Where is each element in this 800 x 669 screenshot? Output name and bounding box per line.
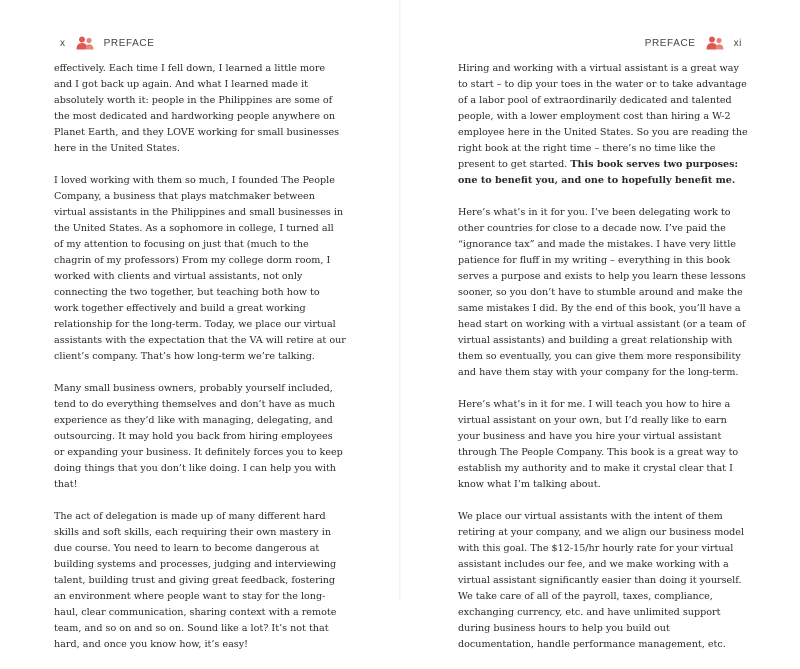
paragraph-text: Hiring and working with a virtual assistant is a great way to start – to dip your toes in the water or to take advantage of a labor pool of extraordinarily dedicated and talented people, with a lower employment cost than hiring a W-2 employee here in the United States. So you are reading the right book at the right time – there’s no time like the present to get started. (458, 63, 748, 170)
right-page (400, 0, 800, 650)
paragraph: Many small business owners, probably yourself included, tend to do everything themselves and don’t have as much experience as they’d like with managing, delegating, and outsourcing. It may hold you back from hiring employees or expanding your business. It definitely forces you to keep doing things that you don’t like doing. I can help you with that! (54, 383, 343, 490)
paragraph: The act of delegation is made up of many different hard skills and soft skills, each requiring their own mastery in due course. You need to learn to become dangerous at building systems and processes, judging and interviewing talent, building trust and giving great feedback, fostering an environment where people want to stay for the long-haul, clear communication, sharing context with a remote team, and so on and so on. Sound like a lot? It’s not that hard, and once you know how, it’s easy! (54, 511, 337, 650)
right-running-title: PREFACE (644, 37, 696, 49)
paragraph: Here’s what’s in it for me. I will teach you how to hire a virtual assistant on your own, but I’d really like to earn your business and have you hire your virtual assistant through The People Company. This book is a great way to establish my authority and to make it crystal clear that I know what I’m talking about. (458, 399, 739, 490)
left-page (0, 0, 400, 650)
bold-statement: This book serves two purposes: one to benefit you, and one to hopefully benefit me. (458, 159, 739, 186)
left-page-number: x (60, 37, 66, 49)
right-running-head (639, 36, 748, 50)
right-page-number: xi (733, 37, 742, 49)
left-running-head (54, 36, 161, 50)
paragraph: effectively. Each time I fell down, I learned a little more and I got back up again. And what I learned made it absolutely worth it: people in the Philippines are some of the most dedicated and hardworking people anywhere on Planet Earth, and they LOVE working for small businesses here in the United States. (54, 63, 340, 154)
paragraph (458, 61, 748, 189)
left-body-text (54, 61, 346, 669)
paragraph: We place our virtual assistants with the intent of them retiring at your company, and we align our business model with this goal. The $12-15/hr hourly rate for your virtual assistant includes our fee, and we make working with a virtual assistant significantly easier than doing it yourself. We take care of all of the payroll, taxes, compliance, exchanging currency, etc. and have unlimited support during business hours to help you build out documentation, handle performance management, etc. (458, 511, 745, 650)
people-logo-icon (706, 36, 724, 50)
left-running-title: PREFACE (103, 37, 155, 49)
people-logo-icon (76, 36, 94, 50)
right-body-text (458, 61, 748, 669)
paragraph: Here’s what’s in it for you. I’ve been delegating work to other countries for close to a decade now. I’ve paid the “ignorance tax” and made the mistakes. I have very little patience for fluff in my writing – everything in this book serves a purpose and exists to help you learn these lessons sooner, so you don’t have to stumble around and make the same mistakes I did. By the end of this book, you’ll have a head start on working with a virtual assistant (or a team of virtual assistants) and building a great relationship with them so eventually, you can give them more responsibility and have them stay with your company for the long-term. (458, 207, 746, 378)
paragraph: I loved working with them so much, I founded The People Company, a business that plays matchmaker between virtual assistants in the Philippines and small businesses in the United States. As a sophomore in college, I turned all of my attention to focusing on just that (much to the chagrin of my professors) From my college dorm room, I worked with clients and virtual assistants, not only connecting the two together, but teaching both how to work together effectively and build a great working relationship for the long-term. Today, we place our virtual assistants with the expectation that the VA will retire at our client’s company. That’s how long-term we’re talking. (54, 175, 346, 362)
